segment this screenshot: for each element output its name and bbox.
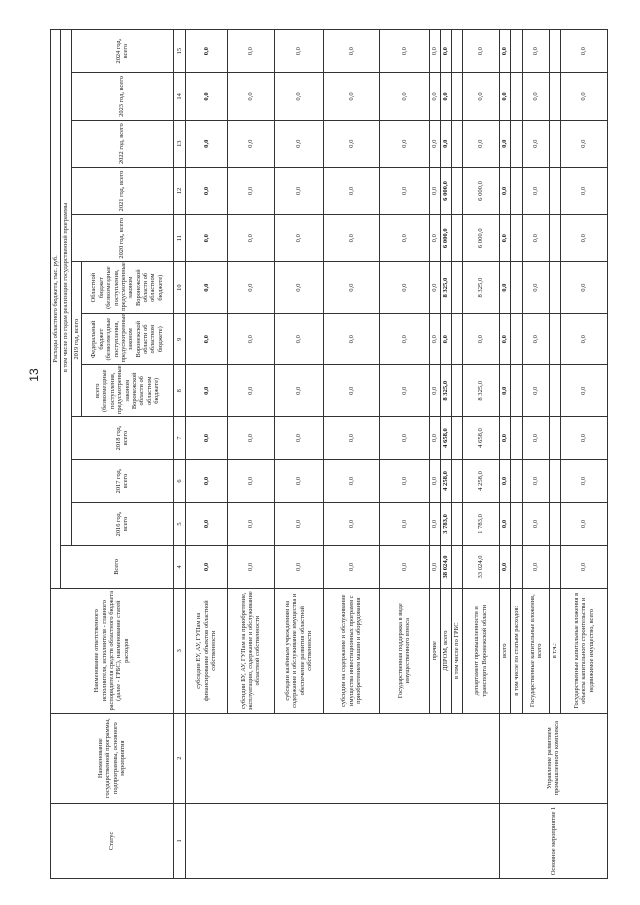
value-cell: 0,0: [380, 460, 429, 503]
status-cell: Основное мероприятие 1: [499, 803, 607, 878]
expense-item-label: субсидии БУ, АУ, ГУПам на приобретение, эксплуатацию, содержание и обслуживание областной собственности: [227, 588, 274, 713]
expense-item-label: субсидии казённым учреждениям на содержание и обслуживание имущества и обеспечение развития областной собственности: [274, 588, 323, 713]
header-2018: 2018 год, всего: [71, 417, 173, 460]
value-cell: 0,0: [274, 73, 323, 120]
value-cell: [550, 502, 561, 545]
value-cell: 0,0: [561, 545, 608, 588]
value-cell: [550, 545, 561, 588]
value-cell: [510, 365, 522, 417]
value-cell: 0,0: [522, 313, 549, 365]
value-cell: 0,0: [499, 545, 510, 588]
value-cell: 0,0: [462, 120, 499, 167]
value-cell: [550, 313, 561, 365]
table-row: [185, 30, 227, 879]
value-cell: 0,0: [440, 30, 451, 73]
value-cell: 0,0: [499, 365, 510, 417]
value-cell: 0,0: [561, 365, 608, 417]
value-cell: 0,0: [274, 365, 323, 417]
value-cell: 0,0: [185, 545, 227, 588]
value-cell: 0,0: [380, 262, 429, 314]
value-cell: 6 000,0: [440, 167, 451, 214]
value-cell: 0,0: [440, 73, 451, 120]
column-numbers-row: [173, 30, 185, 879]
value-cell: 0,0: [185, 365, 227, 417]
expense-item-label: ДПРОМ, всего: [440, 588, 451, 713]
value-cell: 0,0: [227, 167, 274, 214]
value-cell: 0,0: [561, 262, 608, 314]
value-cell: 0,0: [274, 120, 323, 167]
value-cell: 0,0: [227, 460, 274, 503]
value-cell: 0,0: [185, 215, 227, 262]
expense-item-label: Государственные капитальные вложения в объекты капитального строительства и недвижимое имущество, всего: [561, 588, 608, 713]
value-cell: 0,0: [522, 262, 549, 314]
value-cell: 0,0: [274, 167, 323, 214]
value-cell: 0,0: [429, 262, 440, 314]
value-cell: 0,0: [380, 502, 429, 545]
value-cell: 0,0: [227, 262, 274, 314]
value-cell: [451, 30, 462, 73]
value-cell: 4 258,0: [440, 460, 451, 503]
column-number: 8: [173, 365, 185, 417]
value-cell: 0,0: [429, 167, 440, 214]
expense-item-label: Государственные капитальные вложения, всего: [522, 588, 549, 713]
value-cell: 0,0: [323, 313, 380, 365]
value-cell: 0,0: [323, 120, 380, 167]
value-cell: 38 024,0: [440, 545, 451, 588]
value-cell: 0,0: [462, 73, 499, 120]
expense-item-label: субсидии ЕУ, АУ, ГУПам на финансирование объектов областной собственности: [185, 588, 227, 713]
value-cell: 0,0: [185, 417, 227, 460]
value-cell: 6 000,0: [440, 215, 451, 262]
header-2019-federal: Федеральный бюджет (безвозмездные поступления, предусмотренные законом Воронежской области об областном бюджете): [81, 313, 173, 365]
table-row: [499, 30, 510, 879]
value-cell: 0,0: [499, 417, 510, 460]
value-cell: 0,0: [185, 502, 227, 545]
value-cell: 0,0: [185, 30, 227, 73]
value-cell: 4 258,0: [462, 460, 499, 503]
value-cell: 0,0: [227, 30, 274, 73]
value-cell: 0,0: [380, 167, 429, 214]
value-cell: [451, 215, 462, 262]
value-cell: 0,0: [561, 73, 608, 120]
value-cell: [451, 365, 462, 417]
value-cell: [510, 167, 522, 214]
value-cell: 0,0: [185, 262, 227, 314]
expense-item-label: в том числе по ГРБС: [451, 588, 462, 713]
header-program-name: Наименование государственной программы, подпрограммы, основного мероприятия: [51, 713, 174, 803]
value-cell: 0,0: [561, 167, 608, 214]
value-cell: [550, 215, 561, 262]
value-cell: [451, 417, 462, 460]
expense-item-label: Государственная поддержка в виде имущественного взноса: [380, 588, 429, 713]
value-cell: 0,0: [274, 502, 323, 545]
value-cell: 0,0: [429, 502, 440, 545]
value-cell: [550, 417, 561, 460]
value-cell: 0,0: [227, 545, 274, 588]
column-number: 1: [173, 803, 185, 878]
value-cell: 0,0: [429, 365, 440, 417]
header-2020: 2020 год, всего: [71, 215, 173, 262]
value-cell: [550, 167, 561, 214]
column-number: 4: [173, 545, 185, 588]
value-cell: 0,0: [522, 30, 549, 73]
value-cell: [451, 73, 462, 120]
page-number: 13: [27, 368, 41, 382]
value-cell: [451, 167, 462, 214]
value-cell: 0,0: [522, 365, 549, 417]
value-cell: 0,0: [185, 120, 227, 167]
value-cell: 0,0: [323, 502, 380, 545]
budget-table: [50, 29, 608, 879]
column-number: 10: [173, 262, 185, 314]
status-cell: [185, 803, 499, 878]
value-cell: 0,0: [380, 417, 429, 460]
value-cell: [510, 460, 522, 503]
value-cell: 4 658,0: [462, 417, 499, 460]
value-cell: 0,0: [380, 545, 429, 588]
value-cell: 0,0: [499, 215, 510, 262]
expense-item-label: субсидии на содержание и обслуживание имущества инвестиционных программ с приобретением машин и оборудования: [323, 588, 380, 713]
value-cell: 0,0: [561, 120, 608, 167]
value-cell: 0,0: [522, 73, 549, 120]
value-cell: 0,0: [499, 73, 510, 120]
expense-item-label: всего: [499, 588, 510, 713]
value-cell: 0,0: [522, 545, 549, 588]
value-cell: 0,0: [440, 120, 451, 167]
value-cell: 0,0: [429, 30, 440, 73]
value-cell: [451, 502, 462, 545]
value-cell: 8 325,0: [462, 365, 499, 417]
value-cell: 0,0: [561, 215, 608, 262]
column-number: 3: [173, 588, 185, 713]
value-cell: 0,0: [522, 120, 549, 167]
value-cell: 0,0: [499, 313, 510, 365]
value-cell: 33 024,0: [462, 545, 499, 588]
header-2019: 2019 год, всего: [71, 262, 81, 417]
value-cell: [510, 215, 522, 262]
expense-item-label: департамент промышленности и транспорта Воронежской области: [462, 588, 499, 713]
value-cell: 0,0: [323, 30, 380, 73]
value-cell: [550, 460, 561, 503]
value-cell: 0,0: [522, 417, 549, 460]
value-cell: 0,0: [323, 167, 380, 214]
header-2019-total: всего (безвозмездные поступления, предусмотренные законом Воронежской области об областном бюджете): [81, 365, 173, 417]
value-cell: 8 325,0: [462, 262, 499, 314]
value-cell: 0,0: [522, 502, 549, 545]
value-cell: 8 325,0: [440, 365, 451, 417]
value-cell: 0,0: [227, 215, 274, 262]
value-cell: 0,0: [561, 417, 608, 460]
value-cell: [550, 30, 561, 73]
value-cell: 0,0: [185, 167, 227, 214]
header-2022: 2022 год, всего: [71, 120, 173, 167]
column-number: 12: [173, 167, 185, 214]
column-number: 6: [173, 460, 185, 503]
value-cell: 0,0: [429, 460, 440, 503]
value-cell: 0,0: [429, 215, 440, 262]
header-by-years: в том числе по годам реализации государственной программы: [61, 30, 71, 546]
value-cell: 0,0: [380, 365, 429, 417]
value-cell: [550, 262, 561, 314]
column-number: 15: [173, 30, 185, 73]
column-number: 11: [173, 215, 185, 262]
value-cell: 0,0: [227, 502, 274, 545]
value-cell: 0,0: [323, 73, 380, 120]
value-cell: 0,0: [380, 120, 429, 167]
value-cell: 0,0: [227, 120, 274, 167]
value-cell: [451, 313, 462, 365]
value-cell: 0,0: [462, 30, 499, 73]
value-cell: [510, 545, 522, 588]
value-cell: 0,0: [274, 30, 323, 73]
value-cell: [510, 30, 522, 73]
value-cell: 8 325,0: [440, 262, 451, 314]
value-cell: 0,0: [429, 545, 440, 588]
value-cell: 0,0: [429, 313, 440, 365]
expense-item-label: в т.ч.:: [550, 588, 561, 713]
value-cell: 0,0: [380, 215, 429, 262]
value-cell: 0,0: [561, 460, 608, 503]
value-cell: [550, 73, 561, 120]
header-total: Всего: [61, 545, 173, 588]
value-cell: 0,0: [522, 215, 549, 262]
value-cell: 0,0: [561, 30, 608, 73]
value-cell: 3 783,0: [440, 502, 451, 545]
value-cell: 0,0: [185, 460, 227, 503]
value-cell: 0,0: [561, 502, 608, 545]
value-cell: 0,0: [429, 120, 440, 167]
value-cell: [510, 120, 522, 167]
column-number: 5: [173, 502, 185, 545]
value-cell: 0,0: [499, 502, 510, 545]
header-executor: Наименование ответственного исполнителя, исполнителя - главного распорядителя средств областного бюджета (далее - ГРБС), наименование статей расходов: [51, 588, 174, 713]
value-cell: [510, 417, 522, 460]
value-cell: 6 000,0: [462, 215, 499, 262]
value-cell: 0,0: [499, 460, 510, 503]
value-cell: [451, 262, 462, 314]
column-number: 13: [173, 120, 185, 167]
value-cell: 0,0: [185, 73, 227, 120]
value-cell: 0,0: [274, 313, 323, 365]
expense-item-label: прочие: [429, 588, 440, 713]
value-cell: [451, 545, 462, 588]
value-cell: 0,0: [323, 545, 380, 588]
value-cell: 0,0: [227, 417, 274, 460]
value-cell: [451, 120, 462, 167]
value-cell: 0,0: [499, 120, 510, 167]
expense-item-label: в том числе по статьям расходов:: [510, 588, 522, 713]
value-cell: 0,0: [274, 215, 323, 262]
value-cell: 0,0: [227, 313, 274, 365]
value-cell: 0,0: [380, 30, 429, 73]
value-cell: 0,0: [522, 167, 549, 214]
value-cell: 0,0: [380, 313, 429, 365]
value-cell: 0,0: [323, 365, 380, 417]
value-cell: 0,0: [380, 73, 429, 120]
column-number: 2: [173, 713, 185, 803]
value-cell: 0,0: [323, 262, 380, 314]
value-cell: 0,0: [522, 460, 549, 503]
value-cell: 0,0: [499, 30, 510, 73]
value-cell: 0,0: [462, 313, 499, 365]
value-cell: 0,0: [323, 215, 380, 262]
value-cell: 6 000,0: [462, 167, 499, 214]
value-cell: 0,0: [429, 73, 440, 120]
value-cell: 0,0: [323, 417, 380, 460]
header-2019-oblast: Областной бюджет (безвозмездные поступления, предусмотренные законом Воронежской области об областном бюджете): [81, 262, 173, 314]
value-cell: 0,0: [440, 313, 451, 365]
value-cell: 0,0: [274, 460, 323, 503]
value-cell: [550, 365, 561, 417]
program-cell: [185, 713, 499, 803]
value-cell: 0,0: [185, 313, 227, 365]
header-expenses: Расходы областного бюджета, тыс. руб.: [51, 30, 61, 589]
header-2023: 2023 год, всего: [71, 73, 173, 120]
column-number: 7: [173, 417, 185, 460]
value-cell: [510, 313, 522, 365]
value-cell: [510, 502, 522, 545]
header-2024: 2024 год, всего: [71, 30, 173, 73]
value-cell: 0,0: [274, 417, 323, 460]
value-cell: 0,0: [227, 365, 274, 417]
value-cell: 0,0: [227, 73, 274, 120]
value-cell: [510, 73, 522, 120]
value-cell: 1 783,0: [462, 502, 499, 545]
header-2016: 2016 год, всего: [71, 502, 173, 545]
value-cell: 0,0: [274, 545, 323, 588]
header-status: Статус: [51, 803, 174, 878]
column-number: 14: [173, 73, 185, 120]
value-cell: [510, 262, 522, 314]
column-number: 9: [173, 313, 185, 365]
value-cell: 0,0: [429, 417, 440, 460]
value-cell: [550, 120, 561, 167]
budget-table-sheet: [50, 29, 608, 879]
value-cell: 0,0: [499, 167, 510, 214]
value-cell: 0,0: [274, 262, 323, 314]
header-2021: 2021 год, всего: [71, 167, 173, 214]
value-cell: [451, 460, 462, 503]
value-cell: 0,0: [561, 313, 608, 365]
value-cell: 0,0: [499, 262, 510, 314]
header-2017: 2017 год, всего: [71, 460, 173, 503]
value-cell: 4 658,0: [440, 417, 451, 460]
value-cell: 0,0: [323, 460, 380, 503]
program-cell: Управление развитием промышленного комплекса: [499, 713, 607, 803]
